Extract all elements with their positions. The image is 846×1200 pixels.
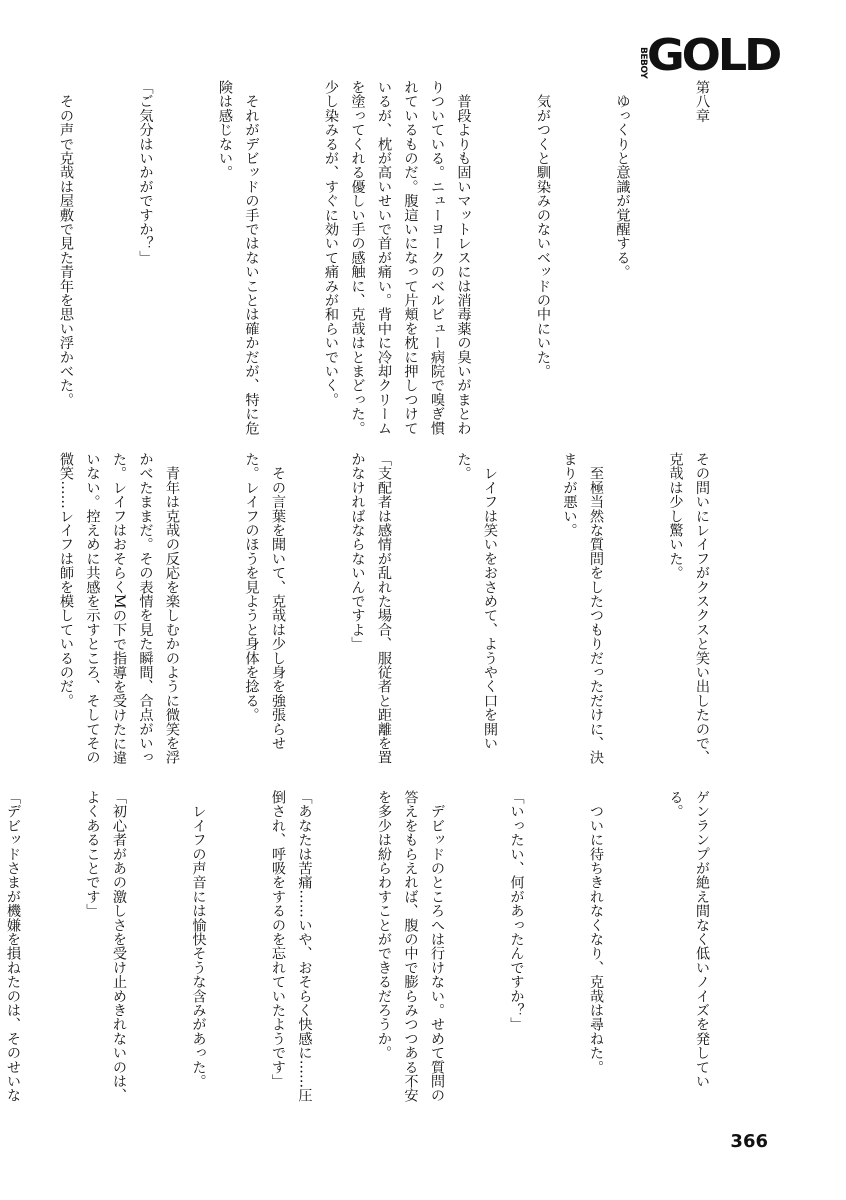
- paragraph: その言葉を聞いて、克哉は少し身を強張らせた。レイフのほうを見ようと身体を捻る。: [243, 452, 286, 751]
- paragraph: レイフは笑いをおさめて、ようやく口を開いた。: [455, 452, 498, 751]
- magazine-logo: [637, 30, 780, 81]
- page-number: 366: [730, 1131, 768, 1152]
- paragraph: 「支配者は感情が乱れた場合、服従者と距離を置かなければならないんですよ」: [349, 452, 392, 765]
- paragraph: ゲンランプが絶え間なく低いノイズを発している。: [667, 790, 710, 1089]
- paragraph: その声で克哉は屋敷で見た青年を思い浮かべた。: [58, 80, 74, 407]
- text-band-top: [0, 80, 768, 435]
- paragraph: 「初心者があの激しさを受け止めきれないのは、よくあることです」: [84, 790, 127, 1103]
- paragraph: デビッドのところへは行けない。せめて質問の答えをもらえれば、腹の中で膨らみつつある不安を多少は紛らわすことができるだろうか。: [376, 790, 445, 1103]
- logo-sub: BEBOY: [637, 46, 648, 78]
- paragraph: 至極当然な質問をしたつもりだっただけに、決まりが悪い。: [561, 452, 604, 765]
- paragraph: ついに待ちきれなくなり、克哉は尋ねた。: [588, 790, 604, 1074]
- text-band-middle: [0, 452, 768, 772]
- logo-main: GOLD: [646, 30, 780, 81]
- paragraph: 「あなたは苦痛……いや、おそらく快感に……圧倒され、呼吸をするのを忘れていたようです」: [270, 790, 313, 1103]
- paragraph: ゆっくりと意識が覚醒する。: [614, 80, 631, 279]
- paragraph: レイフの声音には愉快そうな含みがあった。: [190, 790, 207, 1089]
- chapter-title: 第八章: [694, 80, 710, 123]
- paragraph: 普段よりも固いマットレスには消毒薬の臭いがまとわりついている。ニューヨークのベルビュー病院で嗅ぎ慣れているものだ。腹這いになって片頬を枕に押しつけているが、枕が高いせいで首が痛い。背中に冷却クリームを塗ってくれる優しい手の感触に、克哉はとまどった。少し染みるが、すぐに効いて痛みが和らいでいく。: [323, 80, 472, 435]
- paragraph: 「ご気分はいかがですか？」: [137, 80, 154, 265]
- paragraph: 「いったい、何があったんですか？」: [508, 790, 525, 1032]
- paragraph: 気がつくと馴染みのないベッドの中にいた。: [535, 80, 551, 379]
- paragraph: その問いにレイフがクスクスと笑い出したので、克哉は少し驚いた。: [667, 452, 710, 765]
- text-band-bottom: [0, 790, 768, 1110]
- paragraph: それがデビッドの手ではないことは確かだが、特に危険は感じない。: [217, 80, 260, 435]
- paragraph: 「デビッドさまが機嫌を損ねたのは、そのせいな: [5, 790, 21, 1103]
- paragraph: 青年は克哉の反応を楽しむかのように微笑を浮かべたままだ。その表情を見た瞬間、合点がいった。レイフはおそらくMの下で指導を受けたに違いない。控えめに共感を示すところ、そしてその微笑……レイフは師を模しているのだ。: [58, 452, 180, 765]
